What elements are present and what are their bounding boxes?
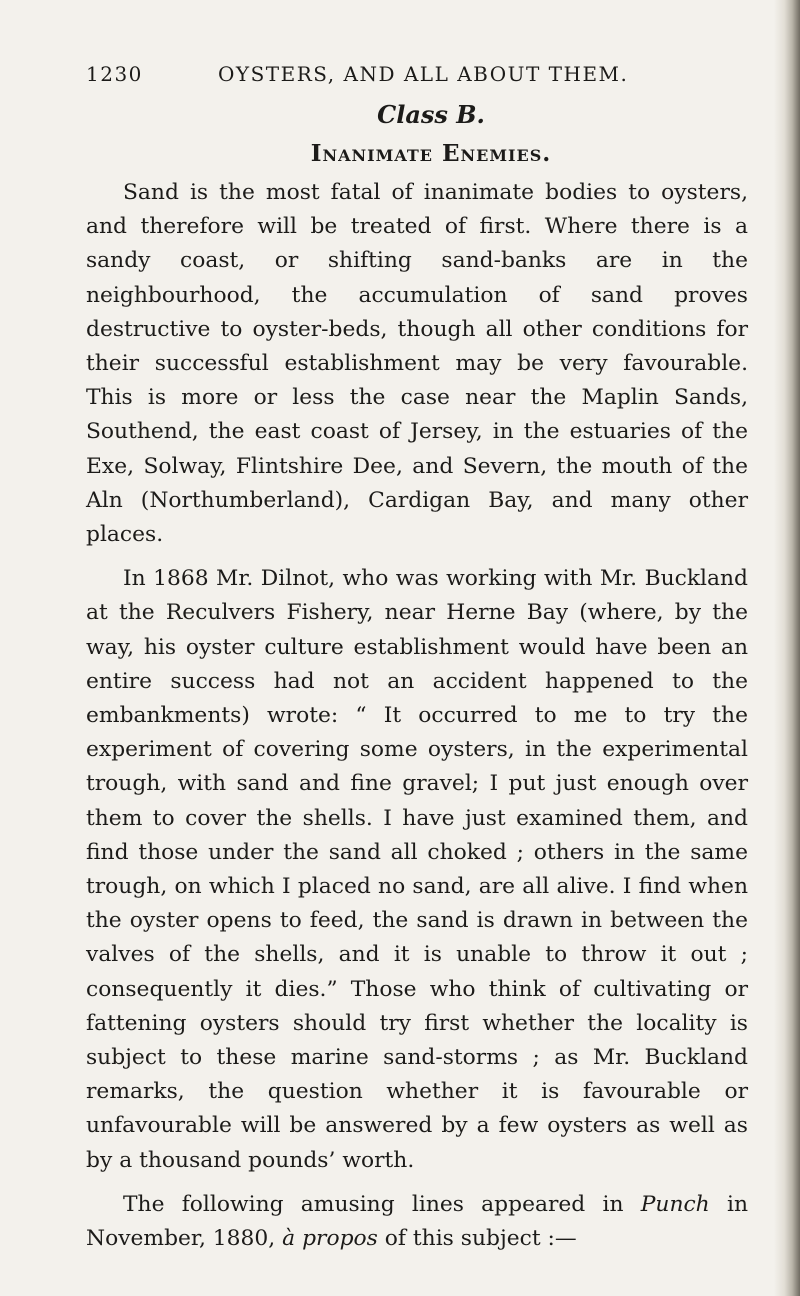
page-number: 1230 bbox=[86, 62, 143, 86]
body-text bbox=[86, 176, 748, 1266]
page-edge-shadow bbox=[774, 0, 800, 1296]
punch-intro: The following amusing lines appeared in bbox=[123, 1191, 624, 1217]
punch-ending: of this subject :— bbox=[384, 1226, 577, 1252]
running-title: OYSTERS, AND ALL ABOUT THEM. bbox=[218, 62, 629, 86]
paragraph-sand: Sand is the most fatal of inanimate bodies to oysters, and therefore will be treated of first. Where there is a sandy coast, or shifting sand-banks are in the neighbourhood, the accumulation of sand proves destructive to oyster-beds, though all other conditions for their successful establishment may be very favourable. This is more or less the case near the Maplin Sands, Southend, the east coast of Jersey, in the estuaries of the Exe, Solway, Flintshire Dee, and Severn, the mouth of the Aln (Northumberland), Cardigan Bay, and many other places. bbox=[86, 180, 748, 548]
paragraph-punch bbox=[86, 1188, 748, 1256]
punch-title: Punch bbox=[640, 1191, 710, 1217]
apropos-phrase: à propos bbox=[282, 1226, 378, 1252]
paragraph-dilnot: In 1868 Mr. Dilnot, who was working with Mr. Buckland at the Reculvers Fishery, near Herne Bay (where, by the way, his oyster culture establishment would have been an entire success had not an accident happened to the embankments) wrote: “ It occurred to me to try the experiment of covering some oysters, in the experimental trough, with sand and fine gravel; I put just enough over them to cover the shells. I have just examined them, and find those under the sand all choked ; others in the same trough, on which I placed no sand, are all alive. I find when the oyster opens to feed, the sand is drawn in between the valves of the shells, and it is unable to throw it out ; consequently it dies.” Those who think of cultivating or fattening oysters should try first whether the locality is subject to these marine sand-storms ; as Mr. Buckland remarks, the question whether it is favourable or unfavourable will be answered by a few oysters as well as by a thousand pounds’ worth. bbox=[86, 566, 748, 1173]
punch-date: in November, 1880, bbox=[86, 1191, 748, 1252]
running-header bbox=[86, 62, 726, 92]
class-heading: Class B. bbox=[377, 100, 485, 129]
section-heading: Inanimate Enemies. bbox=[310, 140, 552, 167]
